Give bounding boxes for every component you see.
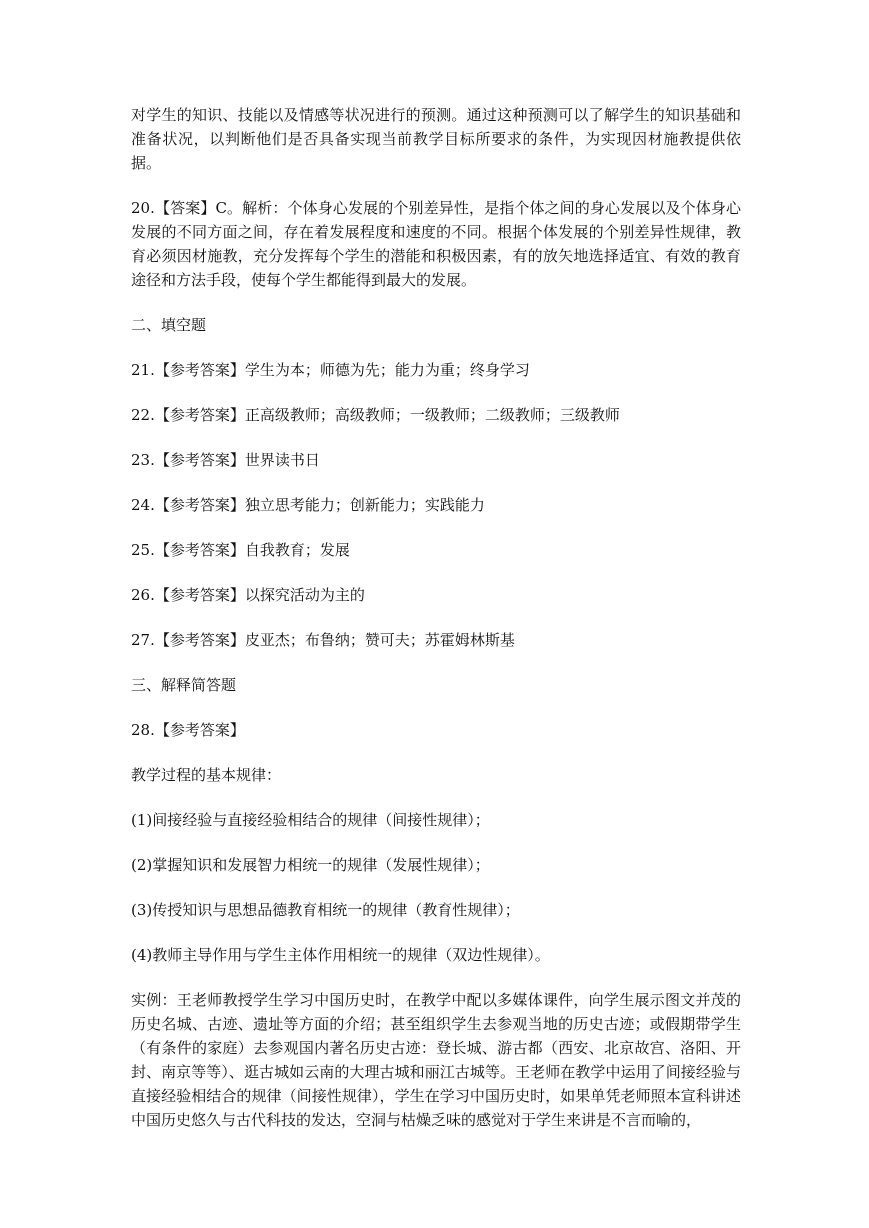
rule-4: (4)教师主导作用与学生主体作用相统一的规律（双边性规律）。 (131, 946, 550, 964)
answer-23: 23.【参考答案】世界读书日 (131, 451, 320, 469)
answer-27: 27.【参考答案】皮亚杰；布鲁纳；赞可夫；苏霍姆林斯基 (131, 631, 515, 649)
answer-25: 25.【参考答案】自我教育；发展 (131, 541, 350, 559)
answer-22: 22.【参考答案】正高级教师；高级教师；一级教师；二级教师；三级教师 (131, 406, 620, 424)
rule-3: (3)传授知识与思想品德教育相统一的规律（教育性规律）； (131, 901, 520, 919)
section-heading-fill-blank: 二、填空题 (131, 316, 207, 334)
answer-20: 20.【答案】C。解析：个体身心发展的个别差异性，是指个体之间的身心发展以及个体身心发展的不同方面之间，存在着发展程度和速度的不同。根据个体发展的个别差异性规律，教育必须因材施教，充分发挥每个学生的潜能和积极因素，有的放矢地选择适宜、有效的教育途径和方法手段，使每个学生都能得到最大的发展。 (131, 199, 741, 289)
rules-intro: 教学过程的基本规律： (131, 766, 282, 784)
paragraph-continuation: 对学生的知识、技能以及情感等状况进行的预测。通过这种预测可以了解学生的知识基础和准备状况，以判断他们是否具备实现当前教学目标所要求的条件，为实现因材施教提供依据。 (131, 106, 741, 172)
section-heading-short-answer: 三、解释简答题 (131, 676, 237, 694)
answer-28-heading: 28.【参考答案】 (131, 721, 245, 739)
answer-21: 21.【参考答案】学生为本；师德为先；能力为重；终身学习 (131, 361, 530, 379)
rule-1: (1)间接经验与直接经验相结合的规律（间接性规律）； (131, 811, 490, 829)
document-body (131, 103, 741, 1153)
rule-2: (2)掌握知识和发展智力相统一的规律（发展性规律）； (131, 856, 490, 874)
answer-26: 26.【参考答案】以探究活动为主的 (131, 586, 365, 604)
answer-24: 24.【参考答案】独立思考能力；创新能力；实践能力 (131, 496, 485, 514)
example-paragraph: 实例：王老师教授学生学习中国历史时，在教学中配以多媒体课件，向学生展示图文并茂的历史名城、古迹、遗址等方面的介绍；甚至组织学生去参观当地的历史古迹；或假期带学生（有条件的家庭）去参观国内著名历史古迹：登长城、游古都（西安、北京故宫、洛阳、开封、南京等等）、逛古城如云南的大理古城和丽江古城等。王老师在教学中运用了间接经验与直接经验相结合的规律（间接性规律），学生在学习中国历史时，如果单凭老师照本宣科讲述中国历史悠久与古代科技的发达，空洞与枯燥乏味的感觉对于学生来讲是不言而喻的， (131, 991, 741, 1129)
